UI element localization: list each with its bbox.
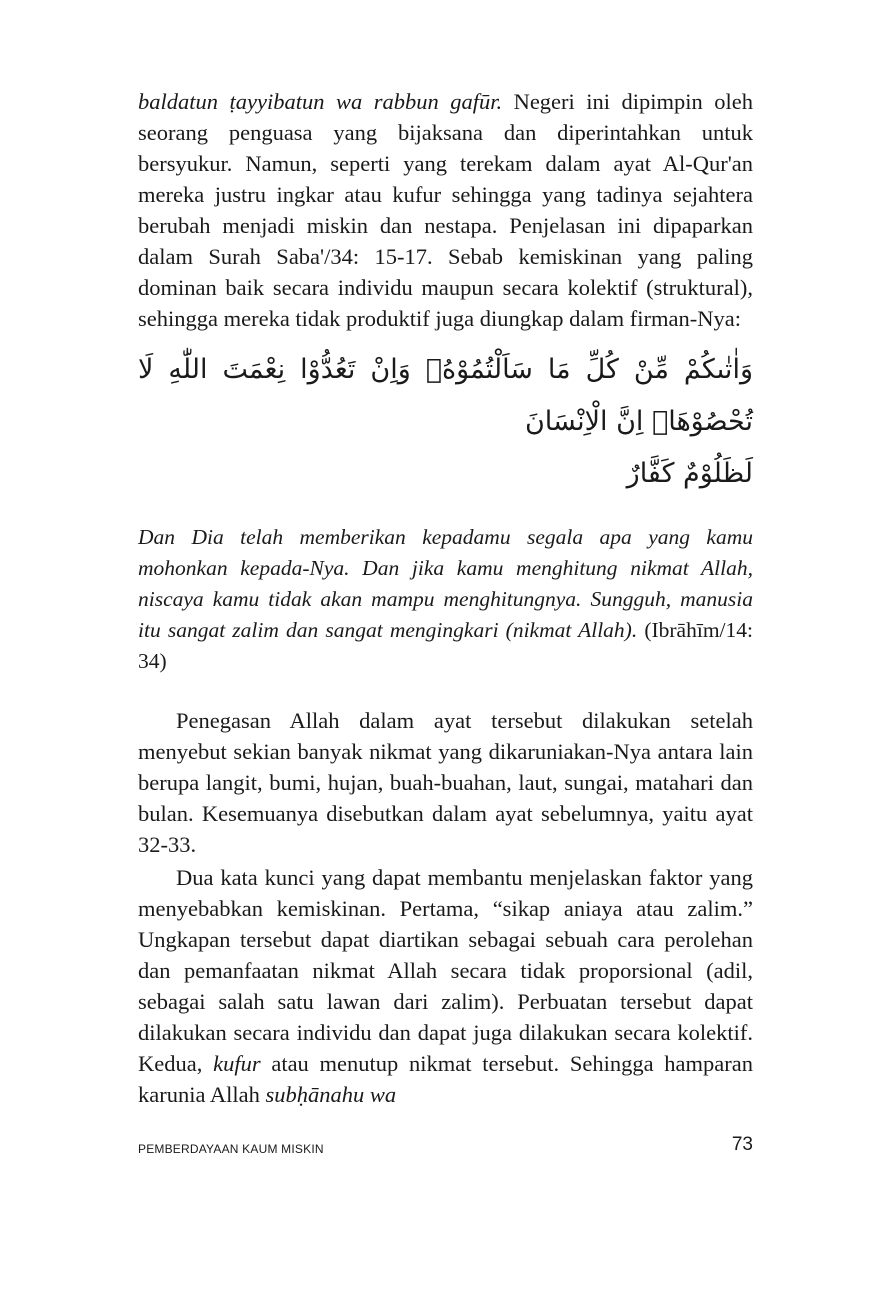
running-footer-title: PEMBERDAYAAN KAUM MISKIN [138, 1142, 324, 1156]
quran-verse-arabic [138, 344, 753, 500]
verse-translation [138, 522, 753, 677]
paragraph-intro-text: Negeri ini dipimpin oleh seorang penguasa yang bijaksana dan diperintahkan untuk bersyukur. Namun, seperti yang terekam dalam ayat Al-Qur'an mereka justru ingkar atau kufur sehingga yang tadinya sejahtera berubah menjadi miskin dan nestapa. Penjelasan ini dipaparkan dalam Surah Saba'/34: 15-17. Sebab kemiskinan yang paling dominan baik secara individu maupun secara kolektif (struktural), sehingga mereka tidak produktif juga diungkap dalam firman-Nya: [138, 89, 753, 331]
arabic-line-2: لَظَلُوْمٌ كَفَّارٌ [626, 458, 753, 489]
verse-reference: (Ibrāhīm/14: 34) [138, 618, 753, 673]
arabic-line-1: وَاٰتٰىكُمْ مِّنْ كُلِّ مَا سَاَلْتُمُوْهُۗ وَاِنْ تَعُدُّوْا نِعْمَتَ اللّٰهِ لَا تُحْصُوْهَاۗ اِنَّ الْاِنْسَانَ [138, 354, 753, 437]
page-body [138, 86, 753, 1110]
paragraph-intro [138, 86, 753, 334]
italic-subhanahu: subḥānahu wa [265, 1082, 397, 1107]
paragraph-dua-kata-kunci [138, 862, 753, 1110]
paragraph-penegasan [138, 705, 753, 860]
page-number: 73 [731, 1134, 753, 1155]
paragraph-dua-text-a: Dua kata kunci yang dapat membantu menjelaskan faktor yang menyebabkan kemiskinan. Pertama, “sikap aniaya atau zalim.” Ungkapan tersebut dapat diartikan sebagai sebuah cara perolehan dan pemanfaatan nikmat Allah secara tidak proporsional (adil, sebagai salah satu lawan dari zalim). Perbuatan tersebut dapat dilakukan secara individu dan dapat juga dilakukan secara kolektif. Kedua, [138, 865, 753, 1076]
translation-text: Dan Dia telah memberikan kepadamu segala apa yang kamu mohonkan kepada-Nya. Dan jika kamu menghitung nikmat Allah, niscaya kamu tidak akan mampu menghitungnya. Sungguh, manusia itu sangat zalim dan sangat mengingkari (nikmat Allah). [138, 525, 753, 642]
italic-lead-phrase: baldatun ṭayyibatun wa rabbun gafūr. [138, 89, 503, 114]
paragraph-dua-text-b: atau menutup nikmat tersebut. Sehingga hamparan karunia Allah [138, 1051, 753, 1107]
page-footer [138, 1134, 753, 1164]
paragraph-penegasan-text: Penegasan Allah dalam ayat tersebut dilakukan setelah menyebut sekian banyak nikmat yang dikaruniakan-Nya antara lain berupa langit, bumi, hujan, buah-buahan, laut, sungai, matahari dan bulan. Kesemuanya disebutkan dalam ayat sebelumnya, yaitu ayat 32-33. [138, 708, 753, 857]
italic-kufur: kufur [213, 1051, 261, 1076]
